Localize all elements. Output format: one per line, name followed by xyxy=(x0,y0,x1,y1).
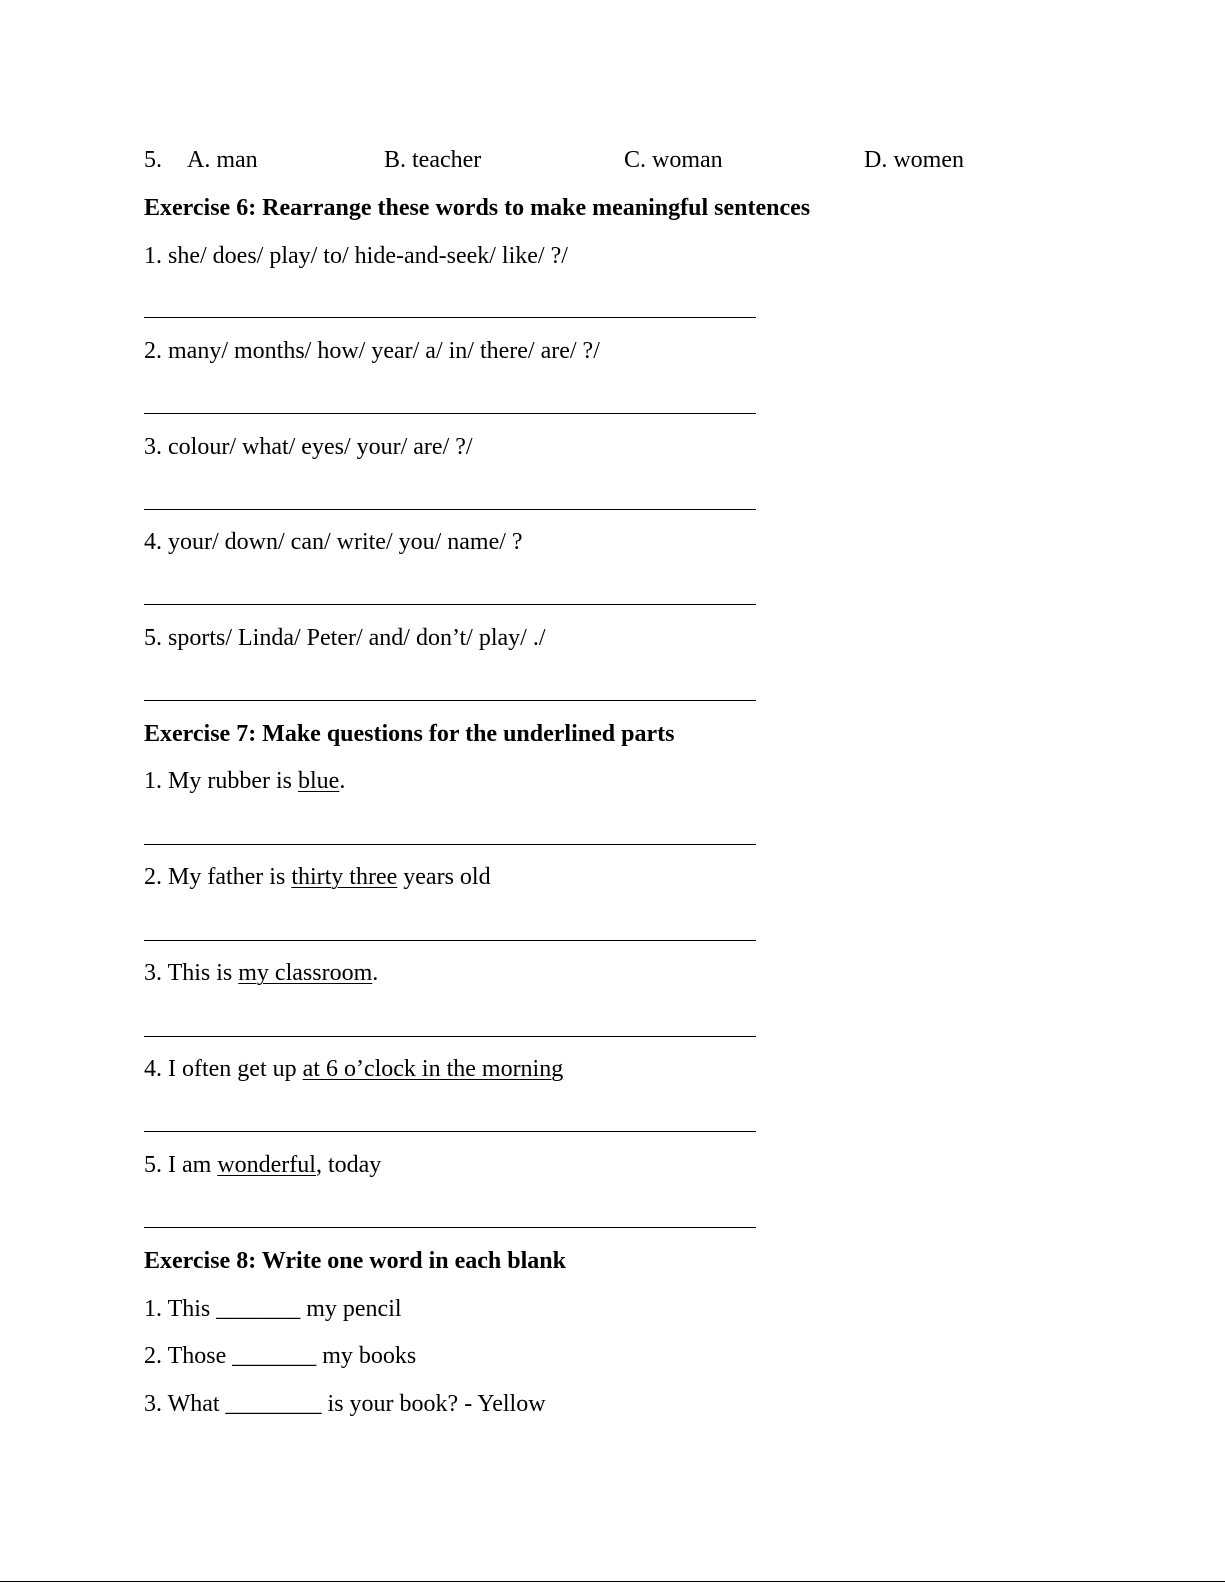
ex6-answer-line-2[interactable] xyxy=(144,413,756,414)
ex6-answer-line-3[interactable] xyxy=(144,509,756,510)
ex6-item-1: 1. she/ does/ play/ to/ hide-and-seek/ like/ ?/ xyxy=(144,243,568,269)
ex7-item-3-text: 3. This is xyxy=(144,960,239,986)
ex7-answer-line-1[interactable] xyxy=(144,844,756,845)
ex6-answer-line-4[interactable] xyxy=(144,604,756,605)
ex7-item-3 xyxy=(144,959,378,987)
page-bottom-edge xyxy=(0,1581,1225,1582)
ex7-answer-line-5[interactable] xyxy=(144,1227,756,1228)
ex7-item-2-underlined: thirty three xyxy=(291,864,398,890)
ex8-title: Exercise 8: Write one word in each blank xyxy=(144,1248,566,1274)
ex7-item-3-end: . xyxy=(372,960,379,986)
ex5-item5-number: 5. xyxy=(144,147,162,173)
ex5-item5-option-b: B. teacher xyxy=(384,147,482,173)
ex8-item-2: 2. Those _______ my books xyxy=(144,1343,417,1369)
ex7-item-5-end: , today xyxy=(315,1152,382,1178)
ex7-title: Exercise 7: Make questions for the underlined parts xyxy=(144,721,675,747)
ex7-item-5 xyxy=(144,1151,381,1179)
ex7-item-4-text: 4. I often get up xyxy=(144,1056,303,1082)
ex5-item5-option-a: A. man xyxy=(187,147,258,173)
ex7-answer-line-4[interactable] xyxy=(144,1131,756,1132)
ex8-item-3: 3. What ________ is your book? - Yellow xyxy=(144,1391,546,1417)
ex7-answer-line-3[interactable] xyxy=(144,1036,756,1037)
ex6-item-5: 5. sports/ Linda/ Peter/ and/ don’t/ play/ ./ xyxy=(144,625,546,651)
ex8-item-1: 1. This _______ my pencil xyxy=(144,1296,402,1322)
ex7-item-5-underlined: wonderful xyxy=(217,1152,316,1178)
ex7-answer-line-2[interactable] xyxy=(144,940,756,941)
ex7-item-2-end: years old xyxy=(397,864,491,890)
ex6-item-2: 2. many/ months/ how/ year/ a/ in/ there/ are/ ?/ xyxy=(144,338,600,364)
ex7-item-4-underlined: at 6 o’clock in the morning xyxy=(302,1056,564,1082)
ex5-item5-option-c: C. woman xyxy=(624,147,723,173)
ex7-item-2 xyxy=(144,863,491,891)
ex7-item-2-text: 2. My father is xyxy=(144,864,292,890)
ex7-item-5-text: 5. I am xyxy=(144,1152,218,1178)
ex6-item-3: 3. colour/ what/ eyes/ your/ are/ ?/ xyxy=(144,434,473,460)
ex7-item-1-text: 1. My rubber is xyxy=(144,768,298,794)
ex7-item-3-underlined: my classroom xyxy=(238,960,373,986)
ex7-item-4 xyxy=(144,1055,563,1083)
ex7-item-1 xyxy=(144,767,345,795)
ex7-item-1-end: . xyxy=(339,768,346,794)
ex5-item5-option-d: D. women xyxy=(864,147,964,173)
ex6-title: Exercise 6: Rearrange these words to make meaningful sentences xyxy=(144,195,811,221)
ex6-answer-line-1[interactable] xyxy=(144,317,756,318)
ex6-answer-line-5[interactable] xyxy=(144,700,756,701)
ex6-item-4: 4. your/ down/ can/ write/ you/ name/ ? xyxy=(144,529,523,555)
ex7-item-1-underlined: blue xyxy=(297,768,340,794)
